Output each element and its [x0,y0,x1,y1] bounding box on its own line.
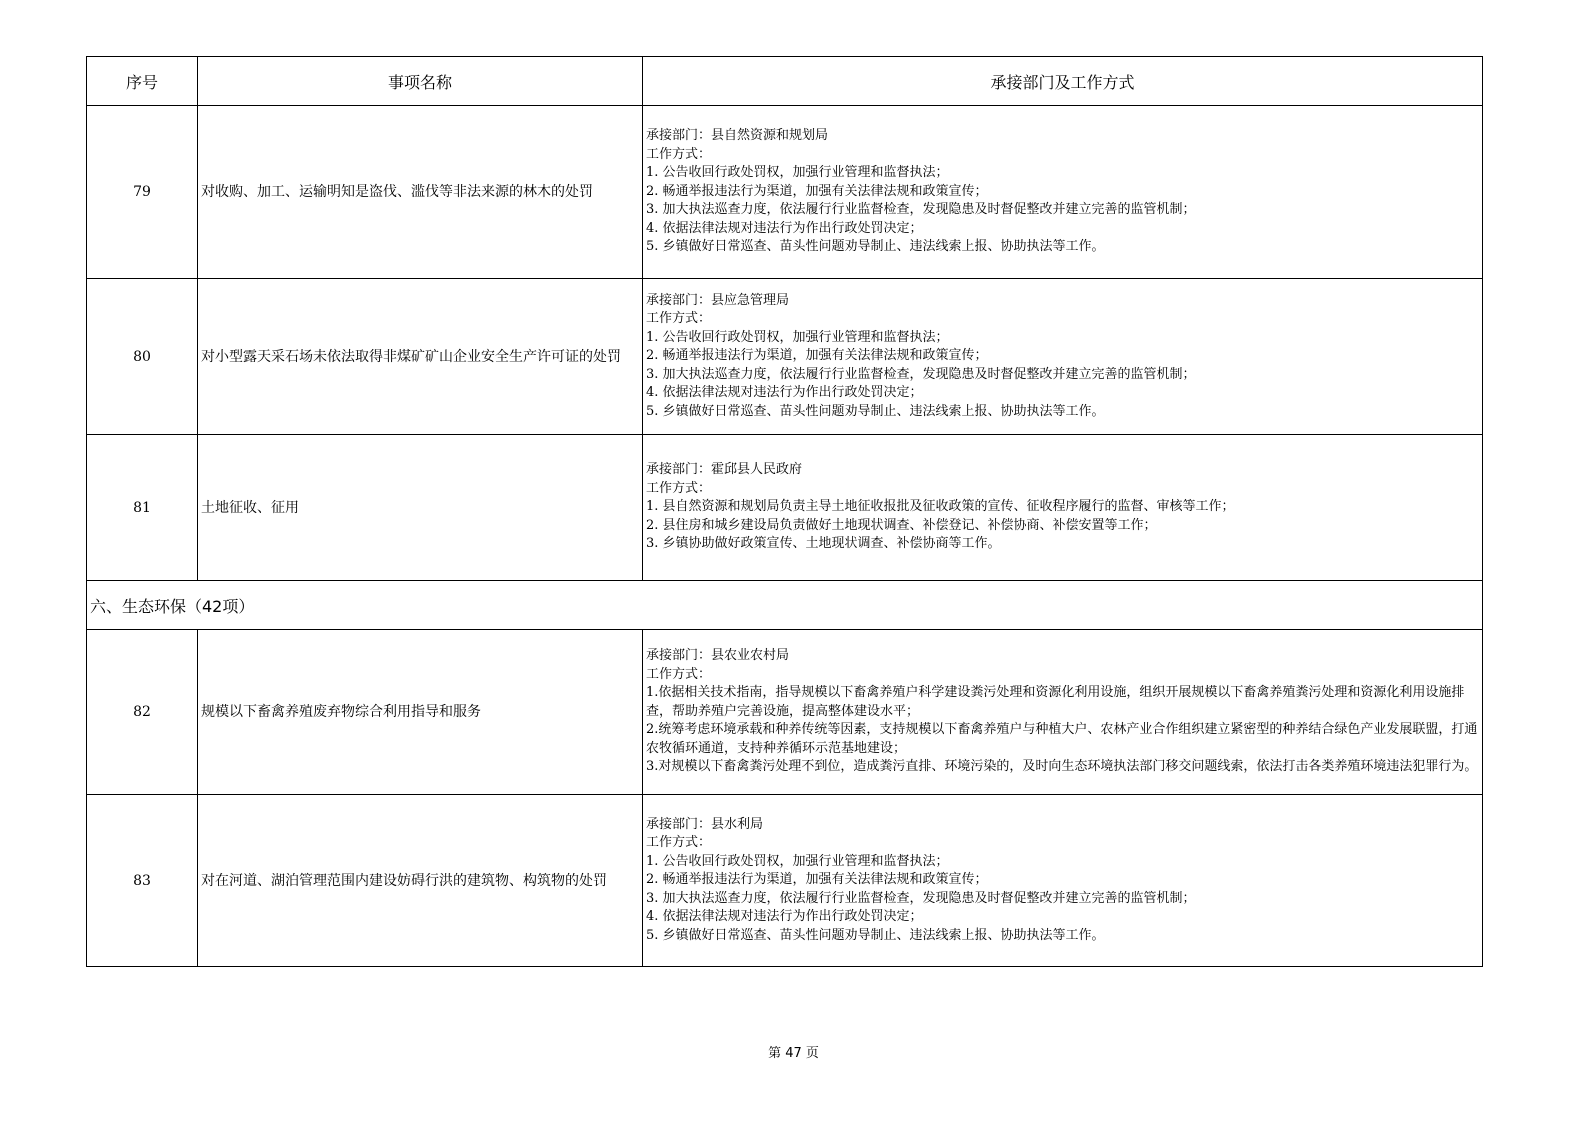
method-item: 2. 畅通举报违法行为渠道，加强有关法律法规和政策宣传； [646,872,988,888]
department-line: 承接部门：县农业农村局 [646,648,790,664]
method-item: 3. 加大执法巡查力度，依法履行行业监督检查，发现隐患及时督促整改并建立完善的监管机制； [646,890,1196,906]
row-number: 81 [87,435,198,581]
method-item: 3. 加大执法巡查力度，依法履行行业监督检查，发现隐患及时督促整改并建立完善的监管机制； [646,366,1196,382]
department-method-cell [643,279,1483,435]
header-department-and-method: 承接部门及工作方式 [643,57,1483,106]
department-line: 承接部门：县水利局 [646,816,764,832]
method-item: 1. 公告收回行政处罚权，加强行业管理和监督执法； [646,329,949,345]
method-item: 4. 依据法律法规对违法行为作出行政处罚决定； [646,909,923,925]
matter-name: 规模以下畜禽养殖废弃物综合利用指导和服务 [198,630,643,795]
row-number: 80 [87,279,198,435]
department-method-cell [643,795,1483,967]
table-row [87,279,1483,435]
matters-table [86,56,1483,967]
section-header-row [87,581,1483,630]
method-item: 2.统筹考虑环境承载和种养传统等因素，支持规模以下畜禽养殖户与种植大户、农林产业合作组织建立紧密型的种养结合绿色产业发展联盟，打通农牧循环通道，支持种养循环示范基地建设； [646,722,1478,756]
method-heading: 工作方式： [646,480,712,496]
department-method-cell [643,106,1483,279]
method-heading: 工作方式： [646,666,712,682]
header-serial-number: 序号 [87,57,198,106]
header-matter-name: 事项名称 [198,57,643,106]
row-number: 82 [87,630,198,795]
method-item: 1. 公告收回行政处罚权，加强行业管理和监督执法； [646,165,949,181]
department-method-cell [643,630,1483,795]
method-item: 2. 畅通举报违法行为渠道，加强有关法律法规和政策宣传； [646,183,988,199]
method-item: 2. 县住房和城乡建设局负责做好土地现状调查、补偿登记、补偿协商、补偿安置等工作； [646,517,1157,533]
table-row [87,795,1483,967]
method-item: 3. 乡镇协助做好政策宣传、土地现状调查、补偿协商等工作。 [646,536,1001,552]
department-line: 承接部门：县应急管理局 [646,292,790,308]
row-number: 79 [87,106,198,279]
method-heading: 工作方式： [646,311,712,327]
department-line: 承接部门：霍邱县人民政府 [646,462,803,478]
method-item: 5. 乡镇做好日常巡查、苗头性问题劝导制止、违法线索上报、协助执法等工作。 [646,403,1105,419]
table-row [87,106,1483,279]
department-method-cell [643,435,1483,581]
method-item: 1.依据相关技术指南，指导规模以下畜禽养殖户科学建设粪污处理和资源化利用设施，组织开展规模以下畜禽养殖粪污处理和资源化利用设施排查，帮助养殖户完善设施，提高整体建设水平； [646,685,1465,719]
matter-name: 对小型露天采石场未依法取得非煤矿矿山企业安全生产许可证的处罚 [198,279,643,435]
method-item: 3. 加大执法巡查力度，依法履行行业监督检查，发现隐患及时督促整改并建立完善的监管机制； [646,202,1196,218]
method-item: 1. 公告收回行政处罚权，加强行业管理和监督执法； [646,853,949,869]
method-item: 5. 乡镇做好日常巡查、苗头性问题劝导制止、违法线索上报、协助执法等工作。 [646,927,1105,943]
matter-name: 土地征收、征用 [198,435,643,581]
table-header-row [87,57,1483,106]
method-item: 4. 依据法律法规对违法行为作出行政处罚决定； [646,385,923,401]
table-row [87,435,1483,581]
method-heading: 工作方式： [646,146,712,162]
page-number: 第 47 页 [768,1046,819,1061]
method-item: 2. 畅通举报违法行为渠道，加强有关法律法规和政策宣传； [646,348,988,364]
matter-name: 对在河道、湖泊管理范围内建设妨碍行洪的建筑物、构筑物的处罚 [198,795,643,967]
section-title: 六、生态环保（42项） [87,581,1483,630]
department-line: 承接部门：县自然资源和规划局 [646,128,829,144]
method-item: 5. 乡镇做好日常巡查、苗头性问题劝导制止、违法线索上报、协助执法等工作。 [646,239,1105,255]
table-row [87,630,1483,795]
matter-name: 对收购、加工、运输明知是盗伐、滥伐等非法来源的林木的处罚 [198,106,643,279]
method-item: 3.对规模以下畜禽粪污处理不到位，造成粪污直排、环境污染的，及时向生态环境执法部门移交问题线索，依法打击各类养殖环境违法犯罪行为。 [646,759,1478,775]
method-item: 1. 县自然资源和规划局负责主导土地征收报批及征收政策的宣传、征收程序履行的监督、审核等工作； [646,499,1235,515]
method-heading: 工作方式： [646,835,712,851]
row-number: 83 [87,795,198,967]
method-item: 4. 依据法律法规对违法行为作出行政处罚决定； [646,220,923,236]
